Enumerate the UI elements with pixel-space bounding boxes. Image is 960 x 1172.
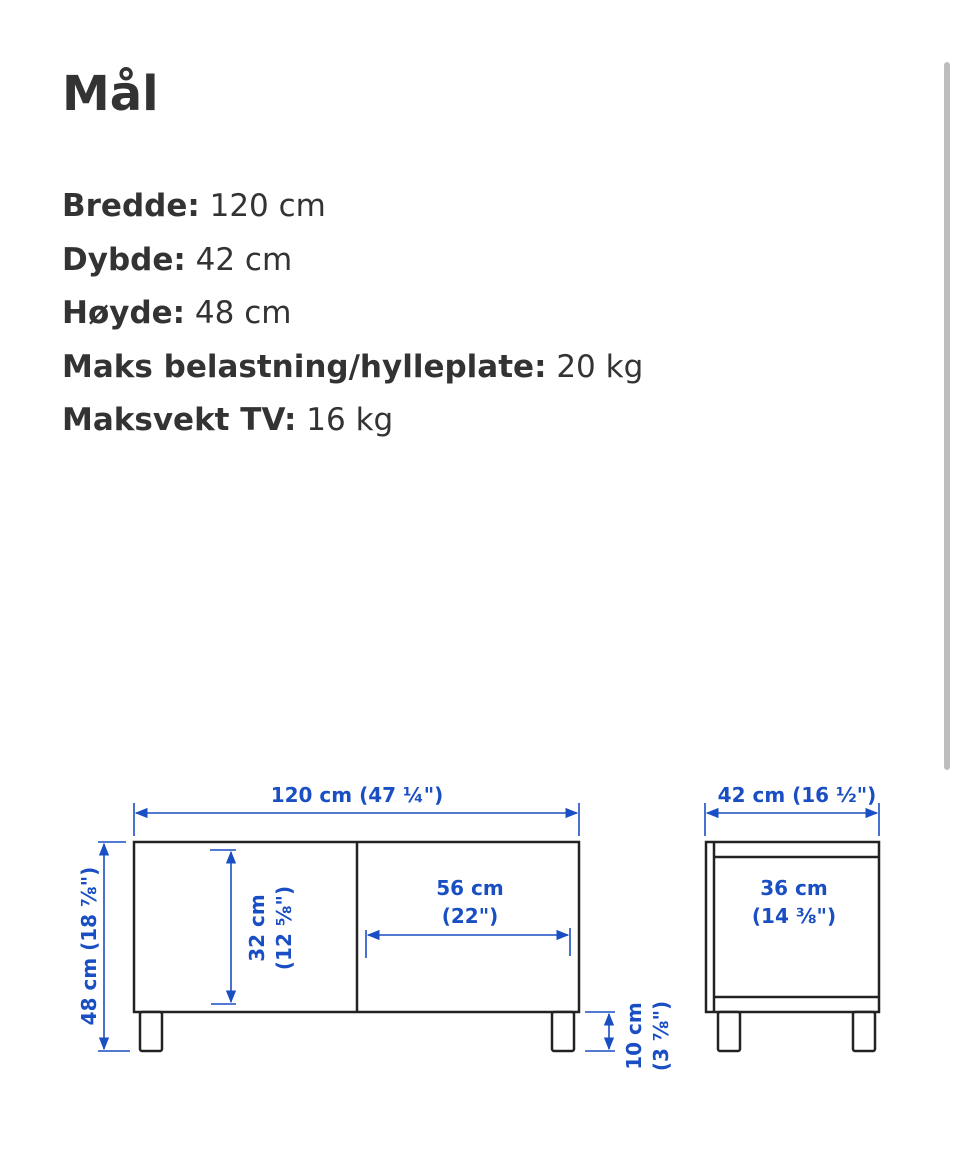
width-label: 120 cm (47 ¼") (270, 783, 444, 807)
spec-label: Maksvekt TV: (62, 402, 297, 438)
height-label: 48 cm (18 ⅞") (77, 866, 101, 1026)
spec-value: 16 kg (306, 402, 394, 438)
spec-value: 42 cm (195, 241, 293, 278)
door-width-in-label: (22") (441, 904, 499, 928)
spec-value: 48 cm (194, 295, 292, 331)
spec-label: Maks belastning/hylleplate: (62, 348, 547, 385)
depth-label: 42 cm (16 ½") (717, 783, 877, 807)
leg-height-cm-label: 10 cm (622, 1002, 646, 1070)
page-title: Mål (62, 66, 159, 122)
inner-depth-in-label: (14 ⅜") (751, 904, 837, 928)
leg-height-in-label: (3 ⅞") (649, 1000, 673, 1072)
spec-label: Høyde: (62, 295, 186, 331)
spec-label: Dybde: (62, 241, 186, 278)
front-view (134, 842, 579, 1051)
spec-label: Bredde: (62, 188, 200, 224)
inner-depth-cm-label: 36 cm (760, 876, 828, 900)
leg (853, 1012, 875, 1051)
inner-height-in-label: (12 ⅝") (272, 885, 296, 971)
side-view (706, 842, 879, 1051)
leg (718, 1012, 740, 1051)
spec-value: 120 cm (209, 188, 326, 224)
leg (140, 1012, 162, 1051)
spec-value: 20 kg (556, 348, 644, 385)
leg (552, 1012, 574, 1051)
door-width-cm-label: 56 cm (436, 876, 504, 900)
inner-height-cm-label: 32 cm (245, 894, 269, 962)
